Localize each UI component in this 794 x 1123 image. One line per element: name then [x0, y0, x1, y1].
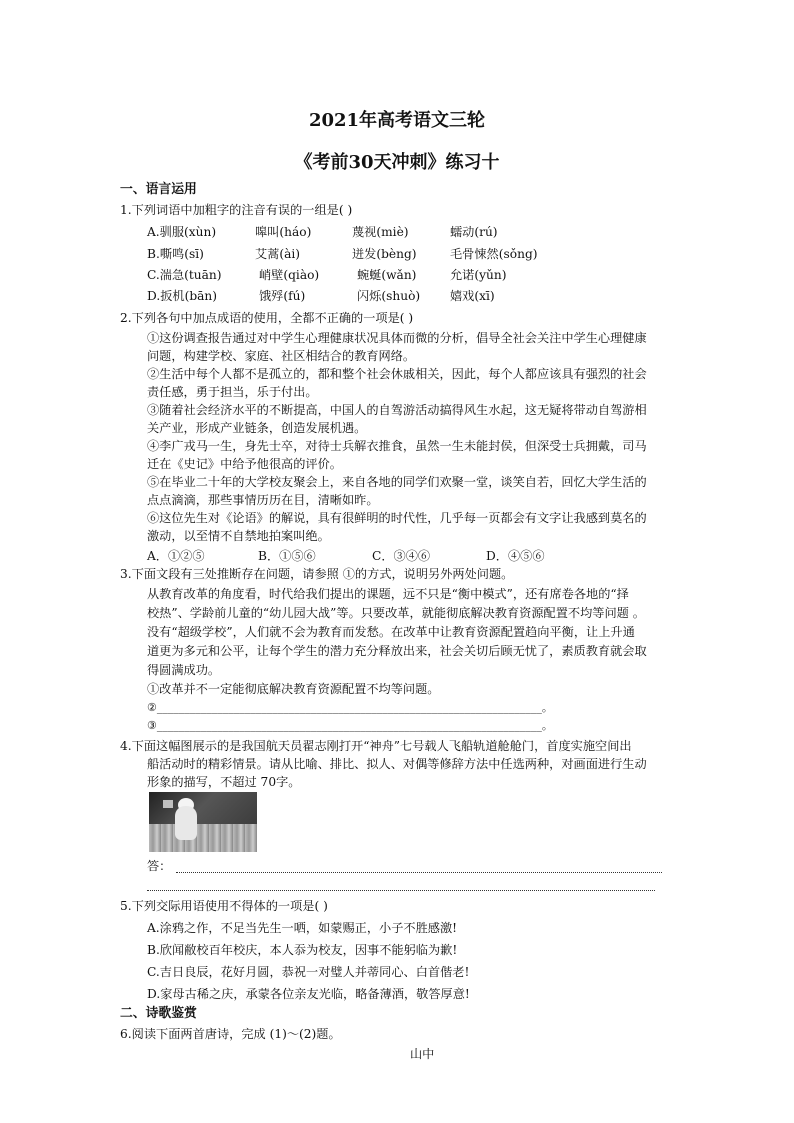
q1-cell: 嬉戏(xī)	[450, 289, 495, 303]
q2-line: ④李广戎马一生，身先士卒，对待士兵解衣推食，虽然一生未能封侯，但深受士兵拥戴，司马	[147, 439, 647, 453]
spacecraft-hull	[149, 824, 257, 852]
q1-cell: 闪烁(shuò)	[357, 289, 421, 303]
q3-line: ①改革并不一定能彻底解决教育资源配置不均等问题。	[147, 682, 440, 696]
page-subtitle: 《考前30天冲刺》练习十	[294, 152, 500, 173]
q4-answer-label: 答：	[147, 859, 172, 873]
q5-option: D.家母古稀之庆，承蒙各位亲友光临，略备薄酒，敬答厚意!	[147, 987, 470, 1001]
question-2-stem: 2.下列各句中加点成语的使用，全都不正确的一项是( )	[120, 311, 414, 325]
q2-option: B．①⑤⑥	[258, 549, 316, 563]
q2-option: C．③④⑥	[372, 549, 431, 563]
astronaut-spacewalk-photo	[149, 792, 257, 852]
section-heading-poetry: 二、诗歌鉴赏	[120, 1006, 197, 1021]
q3-answer-blank-2[interactable]: ②______________________________________________________________________。	[147, 701, 553, 714]
question-4-stem: 4.下面这幅图展示的是我国航天员翟志刚打开“神舟”七号载人飞船轨道舱舱门，首度实施空间出	[120, 739, 632, 753]
q1-cell: 峭壁(qiào)	[259, 268, 320, 282]
q2-option: D．④⑤⑥	[486, 549, 545, 563]
q3-line: 没有“超级学校”，人们就不会为教育而发愁。在改革中让教育资源配置趋向平衡，让上升通	[147, 625, 635, 639]
section-heading-language: 一、语言运用	[120, 182, 197, 197]
q1-cell: 艾蒿(ài)	[255, 247, 301, 261]
q1-cell: C.湍急(tuān)	[147, 268, 222, 282]
q4-line: 形象的描写，不超过 70字。	[147, 775, 301, 789]
q3-line: 得圆满成功。	[147, 663, 221, 677]
q2-line: ②生活中每个人都不是孤立的，都和整个社会休戚相关，因此，每个人都应该具有强烈的社会	[147, 367, 647, 381]
q2-line: 问题，构建学校、家庭、社区相结合的教育网络。	[147, 349, 416, 363]
q2-line: 关产业，形成产业链条，创造发展机遇。	[147, 421, 367, 435]
q1-cell: 蠕动(rú)	[450, 225, 498, 239]
q1-cell: B.嘶鸣(sī)	[147, 247, 204, 261]
page-title: 2021年高考语文三轮	[308, 110, 486, 131]
q3-line: 校热”、学龄前儿童的“幼儿园大战”等。只要改革，就能彻底解决教育资源配置不均等问题 。	[147, 606, 645, 620]
q2-option: A．①②⑤	[147, 549, 205, 563]
q2-line: ⑥这位先生对《论语》的解说，具有很鲜明的时代性，几乎每一页都会有文字让我感到莫名的	[147, 511, 647, 525]
q1-cell: 饿殍(fú)	[259, 289, 306, 303]
q1-cell: A.驯服(xùn)	[147, 225, 217, 239]
q3-line: 从教育改革的角度看，时代给我们提出的课题，远不只是“衡中模式”，还有席卷各地的“择	[147, 587, 629, 601]
q5-option: B.欣闻敝校百年校庆，本人忝为校友，因事不能躬临为歉!	[147, 943, 458, 957]
q4-line: 船活动时的精彩情景。请从比喻、排比、拟人、对偶等修辞方法中任选两种，对画面进行生动	[147, 757, 647, 771]
q2-line: 点点滴滴，那些事情历历在目，清晰如昨。	[147, 493, 379, 507]
question-1-stem: 1.下列词语中加粗字的注音有误的一组是( )	[120, 203, 353, 217]
q1-cell: 迸发(bèng)	[352, 247, 417, 261]
q2-line: ⑤在毕业二十年的大学校友聚会上，来自各地的同学们欢聚一堂，谈笑自若，回忆大学生活的	[147, 475, 647, 489]
q5-option: A.涂鸦之作，不足当先生一哂，如蒙赐正，小子不胜感激!	[147, 921, 458, 935]
poem-title: 山中	[410, 1047, 435, 1061]
q1-cell: 蔑视(miè)	[352, 225, 409, 239]
q1-cell: D.扳机(bān)	[147, 289, 218, 303]
astronaut-icon	[175, 806, 197, 840]
q2-line: 迁在《史记》中给予他很高的评价。	[147, 457, 342, 471]
question-6-stem: 6.阅读下面两首唐诗，完成 (1)～(2)题。	[120, 1027, 341, 1041]
q3-line: 道更为多元和公平，让每个学生的潜力充分释放出来，社会关切后顾无忧了，素质教育就会取	[147, 644, 647, 658]
q5-option: C.吉日良辰，花好月圆，恭祝一对璧人并蒂同心、白首偕老!	[147, 965, 470, 979]
q2-line: ③随着社会经济水平的不断提高，中国人的自驾游活动搞得风生水起，这无疑将带动自驾游相	[147, 403, 647, 417]
q2-line: ①这份调查报告通过对中学生心理健康状况具体而微的分析，倡导全社会关注中学生心理健康	[147, 331, 647, 345]
q3-answer-blank-3[interactable]: ③______________________________________________________________________。	[147, 719, 553, 732]
q1-cell: 允诺(yǔn)	[450, 268, 507, 282]
flag-icon	[163, 800, 173, 808]
question-3-stem: 3.下面文段有三处推断存在问题，请参照 ①的方式，说明另外两处问题。	[120, 567, 514, 581]
q1-cell: 嗥叫(háo)	[255, 225, 312, 239]
q1-cell: 毛骨悚然(sǒng)	[450, 247, 538, 261]
question-5-stem: 5.下列交际用语使用不得体的一项是( )	[120, 899, 328, 913]
q2-line: 责任感，勇于担当，乐于付出。	[147, 385, 318, 399]
q1-cell: 蜿蜒(wǎn)	[357, 268, 417, 282]
q4-answer-line-2[interactable]	[147, 890, 655, 891]
q4-answer-line-1[interactable]	[176, 872, 662, 873]
q2-line: 激动，以至情不自禁地拍案叫绝。	[147, 529, 330, 543]
